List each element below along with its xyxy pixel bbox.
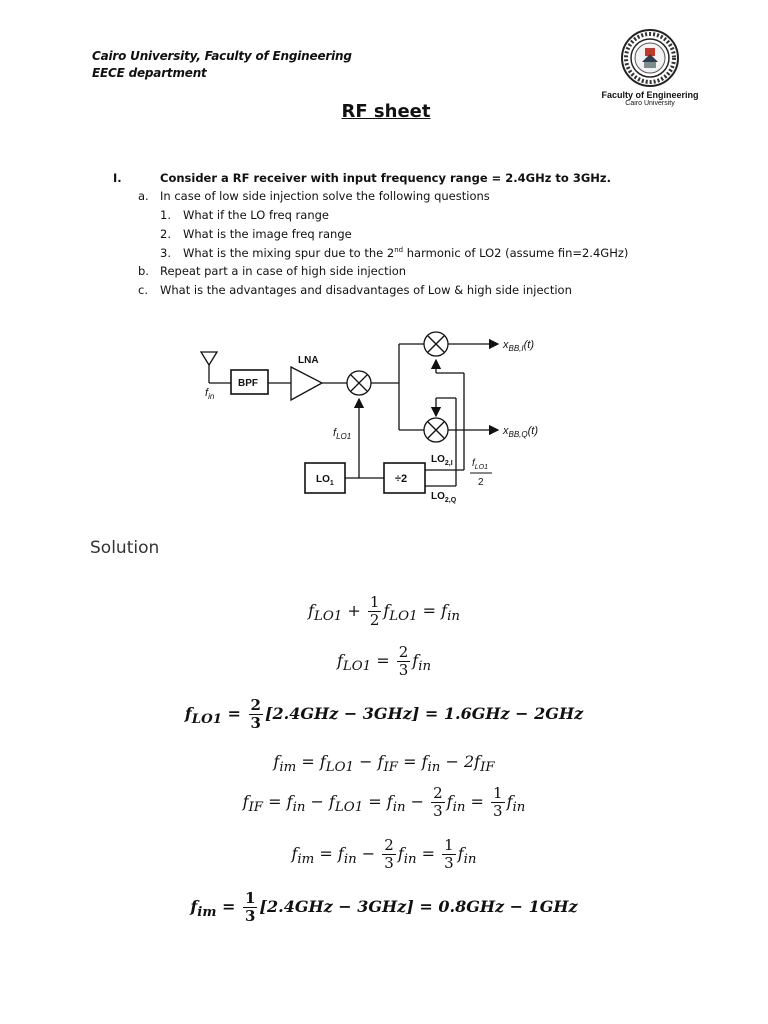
- flo1-half-numerator: $f_{LO1}$: [472, 458, 489, 471]
- part-c-label: c.: [138, 283, 148, 297]
- question-number: I.: [113, 171, 122, 185]
- part-c-text: What is the advantages and disadvantages of Low & high side injection: [160, 283, 572, 297]
- antenna-icon: [201, 352, 217, 365]
- equation-7: $f_{im}$ = $\frac{1}{3}$ [2.4GHz − 3GHz] = 0.8GHz − 1GHz: [190, 889, 578, 925]
- flo1-half-denominator: 2: [478, 477, 484, 488]
- sub1-text: What if the LO freq range: [183, 208, 329, 222]
- logo-caption-university: Cairo University: [625, 100, 675, 107]
- equation-2: $f_{LO1}$ = $\frac{2}{3}$ $f_{in}$: [336, 643, 432, 679]
- sub1-label: 1.: [160, 208, 171, 222]
- equation-3: $f_{LO1}$ = $\frac{2}{3}$ [2.4GHz − 3GHz] = 1.6GHz − 2GHz: [184, 696, 584, 732]
- department-name: EECE department: [92, 66, 207, 80]
- lo2q-label: $LO_{2,Q}$: [431, 491, 457, 504]
- equation-6: $f_{im} = f_{in}$ − $\frac{2}{3}$ $f_{in}$ = $\frac{1}{3}$ $f_{in}$: [291, 836, 477, 872]
- equation-1: $f_{LO1}$ + $\frac{1}{2}$ $f_{LO1} = f_{in}$: [308, 593, 460, 629]
- divide-by-two-label: ÷2: [395, 473, 408, 485]
- institution-name: Cairo University, Faculty of Engineering: [92, 49, 352, 63]
- lo2i-label: $LO_{2,I}$: [431, 454, 453, 467]
- equation-5: $f_{IF} = f_{in} - f_{LO1} = f_{in}$ − $\frac{2}{3}$ $f_{in}$ = $\frac{1}{3}$ $f_{in}$: [242, 784, 526, 820]
- question-text: Consider a RF receiver with input frequency range = 2.4GHz to 3GHz.: [160, 171, 611, 185]
- flo1-label: $f_{LO1}$: [333, 427, 352, 441]
- solution-heading: Solution: [90, 538, 160, 558]
- part-b-text: Repeat part a in case of high side injection: [160, 264, 407, 278]
- xbbq-label: $x_{BB,Q}(t)$: [503, 425, 539, 439]
- part-b-label: b.: [138, 264, 149, 278]
- fin-label: $f_{in}$: [205, 387, 215, 401]
- lna-amplifier: [291, 367, 322, 400]
- xbbi-label: $x_{BB,I}(t)$: [503, 339, 535, 353]
- sub2-text: What is the image freq range: [183, 227, 352, 241]
- page-title: RF sheet: [341, 101, 431, 122]
- bpf-label: BPF: [238, 378, 258, 389]
- equation-4: $f_{im} = f_{LO1} - f_{IF} = f_{in} - 2f_{IF}$: [273, 752, 495, 776]
- sub2-label: 2.: [160, 227, 171, 241]
- sub3-text: What is the mixing spur due to the 2nd harmonic of LO2 (assume fin=2.4GHz): [183, 246, 629, 260]
- lo1-label: $LO_1$: [316, 474, 334, 487]
- logo-caption-faculty: Faculty of Engineering: [601, 90, 699, 100]
- lna-label: LNA: [298, 355, 319, 366]
- part-a-text: In case of low side injection solve the following questions: [160, 189, 490, 203]
- sub3-label: 3.: [160, 246, 171, 260]
- part-a-label: a.: [138, 189, 149, 203]
